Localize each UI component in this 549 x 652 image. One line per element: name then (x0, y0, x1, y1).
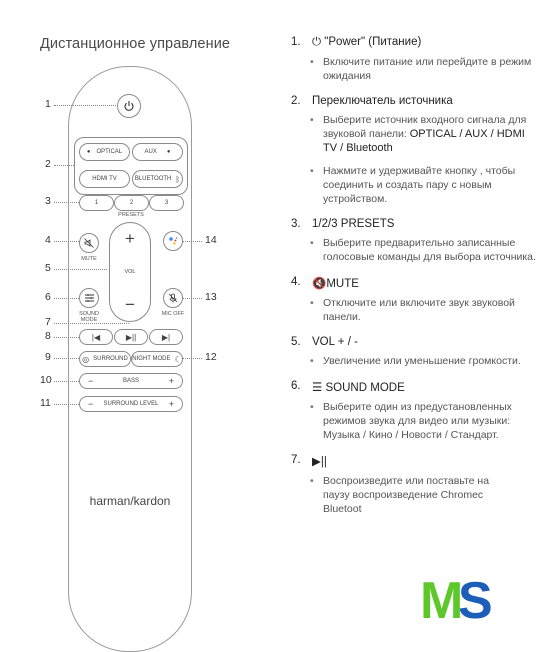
callout-line (54, 105, 116, 106)
section-number: 6. (291, 380, 301, 392)
callout-line (54, 269, 107, 270)
bass-control[interactable] (79, 373, 183, 389)
preset-3-button[interactable] (149, 195, 184, 211)
callout-4: 4 (45, 234, 51, 246)
callout-line (54, 202, 79, 203)
google-assistant-button[interactable] (163, 231, 183, 251)
section-presets (291, 218, 541, 264)
section-title: VOL + / - (312, 336, 358, 348)
bluetooth-label: BLUETOOTH (134, 176, 172, 182)
volume-up-button[interactable]: + (125, 229, 135, 248)
section-title: "Power" (Питание) (324, 36, 422, 48)
callout-13: 13 (205, 291, 217, 303)
preset-1-label: 1 (94, 200, 99, 206)
logo-m: M (420, 572, 464, 625)
surround-label: SURROUND (93, 356, 128, 362)
preset-3-label: 3 (164, 200, 169, 206)
optical-label: OPTICAL (96, 149, 123, 155)
callout-line (54, 323, 129, 324)
mic-small-icon: ● (166, 149, 171, 155)
mic-off-button[interactable] (163, 288, 183, 308)
surround-button[interactable] (79, 351, 131, 367)
bass-up-button[interactable]: + (168, 376, 174, 386)
bullet-text: • Выберите предварительно записанные голосовые команды для выбора источника. (323, 236, 541, 264)
volume-rocker[interactable] (109, 222, 151, 322)
previous-button[interactable] (79, 329, 113, 345)
callout-1: 1 (45, 98, 51, 110)
bullet-text: • Воспроизведите или поставьте на паузу воспроизведение Chromec Bluetoot (323, 474, 493, 516)
play-pause-icon: ▶|| (125, 332, 137, 342)
mic-small-icon: ● (86, 149, 91, 155)
bass-label: BASS (122, 378, 139, 384)
section-mute (291, 276, 541, 324)
bullet-text: • Выберите один из предустановленных режимов звука для видео или музыки: Музыка / Кино / Новости / Стандарт. (323, 400, 541, 442)
power-icon (123, 100, 135, 112)
callout-7: 7 (45, 316, 51, 328)
mute-button[interactable] (79, 233, 99, 253)
bullet-text: • Увеличение или уменьшение громкости. (323, 354, 541, 368)
mute-icon (84, 238, 94, 248)
callout-9: 9 (45, 351, 51, 363)
section-number: 2. (291, 95, 301, 107)
previous-icon: |◀ (91, 332, 101, 342)
mic-off-icon (168, 293, 178, 303)
volume-down-button[interactable]: − (125, 295, 135, 314)
callout-line (54, 165, 74, 166)
section-number: 3. (291, 218, 301, 230)
surround-level-up-button[interactable]: + (168, 399, 174, 409)
remote-control (68, 66, 192, 652)
callout-line (182, 241, 202, 242)
callout-line (54, 358, 79, 359)
power-button[interactable] (117, 94, 141, 118)
bullet-item (323, 113, 541, 155)
mic-off-label: MIC OFF (161, 311, 185, 317)
aux-label: AUX (144, 149, 157, 155)
logo-s: S (458, 572, 493, 625)
brand-logo: harman/kardon (89, 494, 171, 508)
bluetooth-button[interactable] (132, 170, 183, 188)
preset-2-label: 2 (129, 200, 134, 206)
optical-button[interactable] (79, 143, 130, 161)
bass-down-button[interactable]: − (88, 376, 94, 386)
callout-14: 14 (205, 234, 217, 246)
callout-3: 3 (45, 195, 51, 207)
instructions (291, 36, 541, 528)
ms-logo (420, 570, 495, 625)
callout-line (54, 404, 79, 405)
sound-mode-button[interactable] (79, 288, 99, 308)
callout-5: 5 (45, 262, 51, 274)
bullet-text: • Нажмите и удерживайте кнопку , чтобы соединить и создать пару с новым устройством. (323, 164, 541, 206)
google-assistant-icon (168, 236, 178, 246)
play-pause-icon: ▶|| (312, 456, 327, 468)
sound-mode-label: SOUND MODE (79, 311, 99, 323)
surround-level-label: SURROUND LEVEL (103, 401, 159, 407)
callout-line (54, 241, 79, 242)
bullet-text: Выберите источник входного сигнала для звуковой панели: (323, 114, 527, 140)
hdmi-label: HDMI TV (92, 176, 117, 182)
sound-mode-icon: ☰ (312, 382, 326, 394)
presets-label: PRESETS (118, 212, 144, 218)
sound-mode-icon (85, 294, 94, 302)
callout-11: 11 (40, 397, 51, 409)
next-icon: ▶| (161, 332, 171, 342)
section-number: 1. (291, 36, 301, 48)
aux-button[interactable] (132, 143, 183, 161)
source-list: OPTICAL / AUX / HDMI TV / Bluetooth (323, 128, 525, 154)
callout-12: 12 (205, 351, 217, 363)
section-volume (291, 336, 541, 368)
section-title: Переключатель источника (312, 95, 453, 107)
mute-icon: 🔇 (312, 278, 327, 290)
section-title: 1/2/3 PRESETS (312, 218, 395, 230)
section-title: SOUND MODE (325, 382, 405, 394)
callout-line (54, 298, 79, 299)
section-source (291, 95, 541, 206)
page-title: Дистанционное управление (40, 36, 231, 52)
callout-line (54, 337, 79, 338)
section-number: 4. (291, 276, 301, 288)
callout-6: 6 (45, 291, 51, 303)
preset-2-button[interactable] (114, 195, 149, 211)
section-title: MUTE (326, 278, 359, 290)
surround-icon: ◎ (82, 354, 90, 364)
section-number: 5. (291, 336, 301, 348)
bullet-text: • Отключите или включите звук звуковой панели. (323, 296, 541, 324)
mute-label: MUTE (81, 256, 97, 262)
callout-line (182, 358, 202, 359)
section-sound-mode (291, 380, 541, 442)
callout-2: 2 (45, 158, 51, 170)
hdmi-tv-button[interactable] (79, 170, 130, 188)
callout-8: 8 (45, 330, 51, 342)
night-mode-button[interactable] (131, 351, 183, 367)
next-button[interactable] (149, 329, 183, 345)
bluetooth-icon: ᛒ (175, 174, 181, 184)
night-mode-label: NIGHT MODE (132, 356, 171, 362)
callout-line (182, 298, 202, 299)
bullet-text: • Включите питание или перейдите в режим ожидания (323, 55, 541, 83)
volume-label: VOL (124, 269, 136, 275)
play-pause-button[interactable] (114, 329, 148, 345)
surround-level-control[interactable] (79, 396, 183, 412)
section-power (291, 36, 541, 83)
section-play-pause (291, 454, 541, 516)
surround-level-down-button[interactable]: − (88, 399, 94, 409)
power-icon: ⏻ (312, 36, 325, 48)
moon-icon: ☾ (174, 354, 182, 364)
callout-10: 10 (40, 374, 52, 386)
preset-1-button[interactable] (79, 195, 114, 211)
callout-line (54, 381, 79, 382)
section-number: 7. (291, 454, 301, 466)
